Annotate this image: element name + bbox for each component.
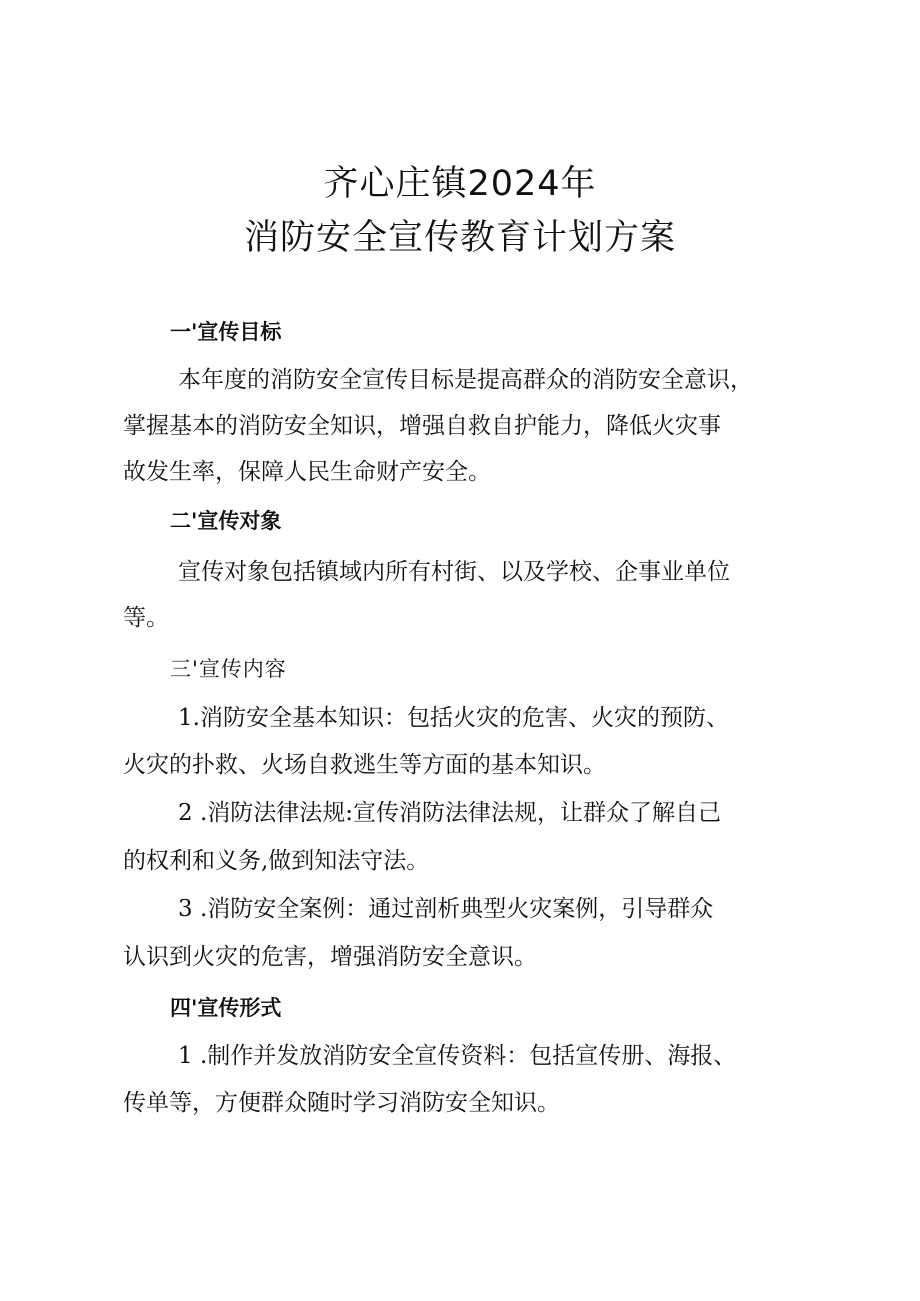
section-3-item-3-line-1: 3 .消防安全案例：通过剖析典型火灾案例，引导群众 — [178, 896, 714, 922]
section-4-heading: 四'宣传形式 — [170, 996, 282, 1020]
document-title-line-2: 消防安全宣传教育计划方案 — [243, 218, 676, 258]
section-2-paragraph-line-2: 等。 — [123, 605, 169, 631]
section-4-item-1-line-2: 传单等，方便群众随时学习消防安全知识。 — [123, 1090, 560, 1116]
section-3-item-1-line-1: 1.消防安全基本知识：包括火灾的危害、火灾的预防、 — [178, 705, 729, 731]
section-3-heading: 三'宣传内容 — [170, 657, 287, 681]
section-2-heading: 二'宣传对象 — [170, 509, 282, 533]
section-4-item-1-line-1: 1 .制作并发放消防安全宣传资料：包括宣传册、海报、 — [178, 1043, 737, 1069]
section-3-item-1-line-2: 火灾的扑救、火场自救逃生等方面的基本知识。 — [123, 752, 606, 778]
section-1-paragraph-line-2: 掌握基本的消防安全知识，增强自救自护能力，降低火灾事 — [123, 413, 721, 439]
document-title-line-1: 齐心庄镇2024年 — [323, 164, 597, 204]
section-3-item-3-line-2: 认识到火灾的危害，增强消防安全意识。 — [123, 944, 537, 970]
section-3-item-2-line-1: 2 .消防法律法规:宣传消防法律法规，让群众了解自己 — [178, 800, 722, 826]
section-3-item-2-line-2: 的权利和义务,做到知法守法。 — [123, 848, 430, 874]
section-1-paragraph-line-1: 本年度的消防安全宣传目标是提高群众的消防安全意识， — [178, 367, 753, 393]
section-1-heading: 一'宣传目标 — [170, 320, 282, 344]
section-2-paragraph-line-1: 宣传对象包括镇域内所有村街、以及学校、企事业单位 — [178, 559, 730, 585]
section-1-paragraph-line-3: 故发生率，保障人民生命财产安全。 — [123, 459, 491, 485]
